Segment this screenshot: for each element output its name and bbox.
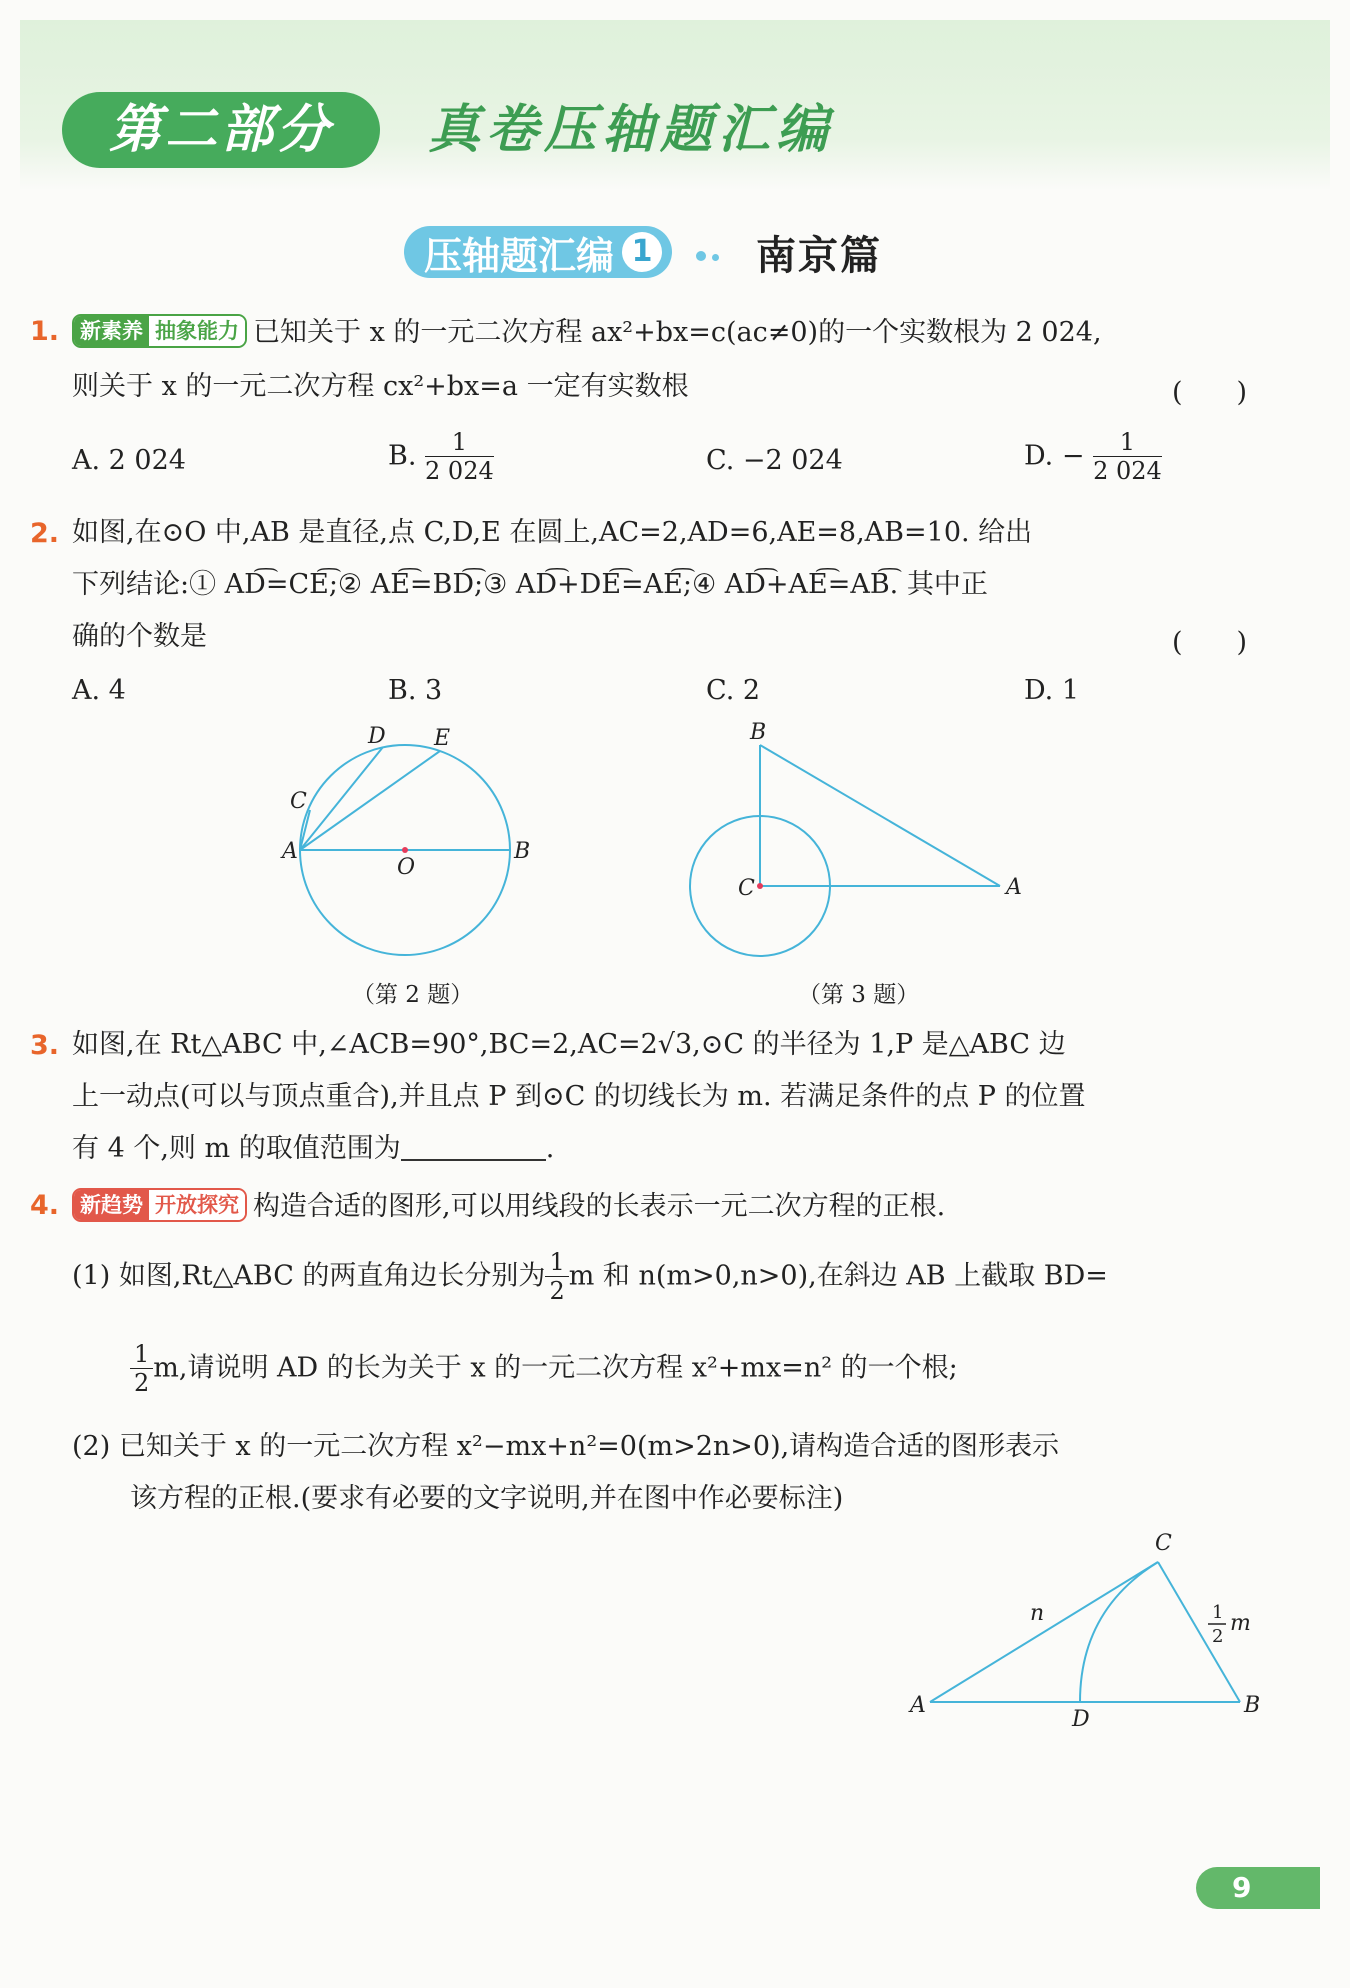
q2-label-d: D [368,724,386,749]
section-subtitle: 南京篇 [756,232,882,279]
q2-line3: 确的个数是 [72,621,207,652]
q1-option-d: D. − $\frac{1}{2 024}$ [1024,428,1162,485]
q2-center-dot [402,847,408,853]
q4-arc-cd [1080,1562,1158,1702]
q2-caption: （第 2 题） [352,982,474,1008]
q2-label-c: C [290,789,307,814]
q4-part2-line2: 该方程的正根.(要求有必要的文字说明,并在图中作必要标注) [130,1483,844,1514]
q2-line2: 下列结论:① AD͡=CE͡;② AE͡=BD͡;③ AD͡+DE͡=AE͡;④ AD͡+AE͡=AB͡. 其中正 [72,569,988,600]
q1-tag: 新素养 抽象能力 [72,314,247,348]
part-label: 第二部分 [62,92,380,168]
q4-label-half-num: 1 [1212,1602,1224,1623]
q4-label-half-den: 2 [1212,1626,1224,1647]
q2-line1: 如图,在⊙O 中,AB 是直径,点 C,D,E 在圆上,AC=2,AD=6,AE=8,AB=10. 给出 [72,517,1033,548]
q4-label-b: B [1244,1693,1261,1718]
q4-part1-line1: (1) 如图,Rt△ABC 的两直角边长分别为 $\frac{1}{2}$ m 和 n(m>0,n>0),在斜边 AB 上截取 BD= [72,1248,1108,1305]
q2-option-a: A. 4 [72,675,126,706]
q1-line2: 则关于 x 的一元二次方程 cx²+bx=a 一定有实数根 [72,371,689,402]
q3-label-c: C [738,876,755,901]
q1-line1: 新素养 抽象能力 已知关于 x 的一元二次方程 ax²+bx=c(ac≠0)的一个实数根为 2 024, [72,314,1102,350]
q1-answer-paren: ( ) [1172,377,1248,408]
q2-chord-ae [300,751,440,850]
q2-figure [270,720,540,970]
q3-side-ab [760,745,1000,886]
q3-label-a: A [1006,875,1022,900]
q2-option-d: D. 1 [1024,675,1080,706]
q3-answer-blank[interactable] [401,1137,546,1161]
section-pill [404,226,672,278]
q4-label-d: D [1072,1707,1090,1730]
page-number: 9 [1196,1867,1320,1909]
q3-label-b: B [750,720,767,745]
q3-center-dot [757,883,763,889]
q4-side-cb [1158,1562,1240,1702]
q4-label-n: n [1030,1601,1045,1626]
q1-option-a: A. 2 024 [72,445,186,476]
q4-part1-line2: $\frac{1}{2}$ m,请说明 AD 的长为关于 x 的一元二次方程 x²+mx=n² 的一个根; [130,1340,958,1397]
q4-label-m: m [1230,1611,1251,1636]
q2-label-o: O [397,855,416,880]
q3-caption: （第 3 题） [798,982,920,1008]
q3-line2: 上一动点(可以与顶点重合),并且点 P 到⊙C 的切线长为 m. 若满足条件的点 P 的位置 [72,1081,1086,1112]
q4-label-a: A [910,1693,926,1718]
q1-number: 1. [30,316,60,347]
section-label: 压轴题汇编 [424,232,615,278]
section-number: 1 [622,232,662,272]
section-dots [696,246,725,265]
q4-label-c: C [1155,1531,1172,1556]
q3-line1: 如图,在 Rt△ABC 中,∠ACB=90°,BC=2,AC=2√3,⊙C 的半径为 1,P 是△ABC 边 [72,1029,1066,1060]
q2-answer-paren: ( ) [1172,627,1248,658]
q3-number: 3. [30,1030,60,1061]
q4-figure [900,1530,1280,1730]
q4-tag: 新趋势 开放探究 [72,1188,247,1222]
q2-option-b: B. 3 [388,675,443,706]
q4-line1: 新趋势 开放探究 构造合适的图形,可以用线段的长表示一元二次方程的正根. [72,1188,945,1224]
q4-part2-line1: (2) 已知关于 x 的一元二次方程 x²−mx+n²=0(m>2n>0),请构造合适的图形表示 [72,1431,1060,1462]
q2-label-a: A [282,839,298,864]
q4-side-ac [930,1562,1158,1702]
q2-label-b: B [514,839,531,864]
q2-number: 2. [30,518,60,549]
q4-number: 4. [30,1190,60,1221]
part-title: 真卷压轴题汇编 [428,100,835,160]
q1-option-c: C. −2 024 [706,445,843,476]
q1-option-b: B. $\frac{1}{2 024}$ [388,428,494,485]
q3-figure [670,715,1030,965]
q3-line3: 有 4 个,则 m 的取值范围为 . [72,1133,555,1164]
q2-option-c: C. 2 [706,675,761,706]
q2-label-e: E [434,726,451,751]
